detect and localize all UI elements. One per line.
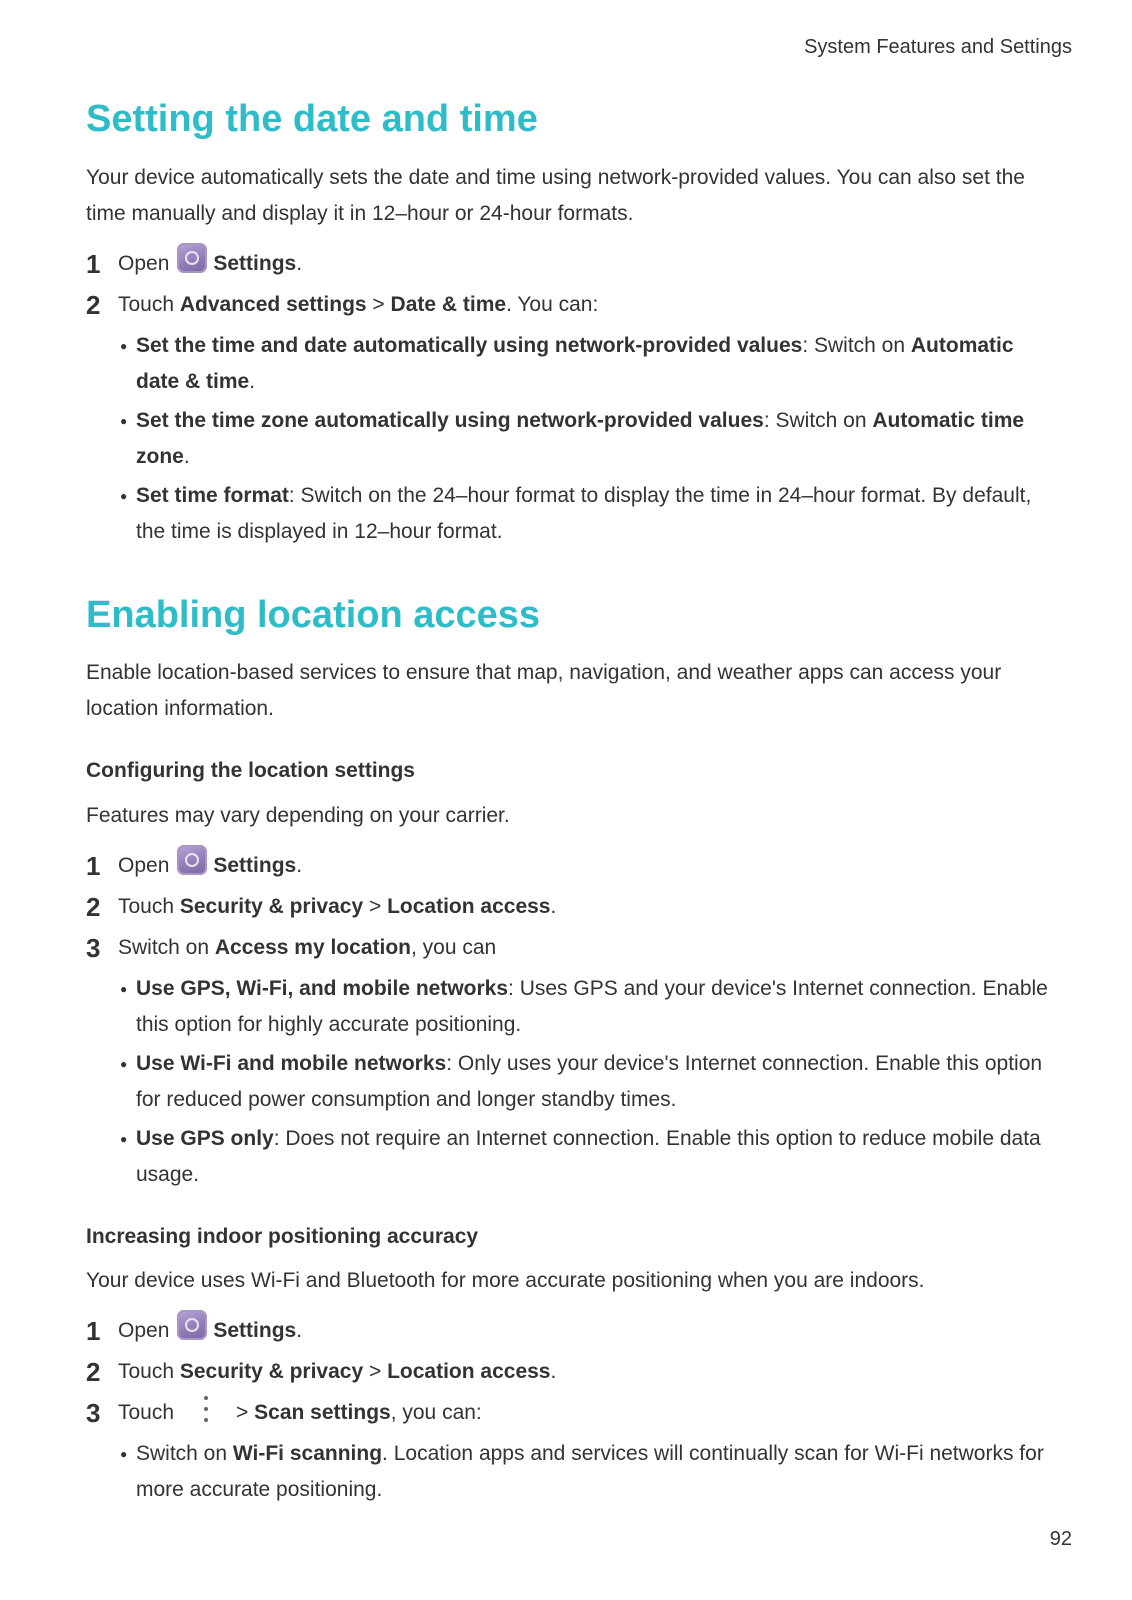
bullet-text: Switch on [136,1441,233,1465]
step-bold: Settings [213,251,297,275]
bullet-bold: Automatic time zone [136,408,1025,468]
list-item [120,403,1060,475]
step-text: . [296,853,303,877]
step-text-pre: Switch on [118,935,215,959]
step-text: . [296,251,303,275]
page-number: 92 [1049,1528,1072,1550]
step-text: Touch [118,1400,175,1424]
more-menu-icon [194,1392,218,1426]
section-title: Setting the date and time [86,98,538,140]
list-item [120,971,1060,1043]
bullet-bold: Use GPS only [136,1126,274,1150]
section-intro: Your device automatically sets the date and time using network-provided values. You can also set the time manually and display it in 12–hour or 24-hour formats. [86,165,1025,225]
section-title: Enabling location access [86,593,541,636]
step-number: 1 [86,248,101,279]
bullet-list [120,971,1060,1193]
step-number: 3 [86,1397,101,1428]
bullet-list [120,1436,1060,1508]
bullet-text: . Location apps and services will continually scan for Wi-Fi networks for more accurate positioning. [136,1441,1044,1501]
step-number: 2 [86,891,101,922]
settings-icon [177,243,207,273]
settings-icon [177,1310,207,1340]
step-text-mid: > [363,894,388,918]
step-text-pre: Touch [118,292,180,316]
bullet-text: : Switch on [802,333,911,357]
step-text: Open [118,1318,170,1342]
step-text: Open [118,251,170,275]
step-text-post: , you can: [390,1400,482,1424]
step-text: Open [118,853,170,877]
step-switch-on-location [86,930,1060,966]
step-bold: Security & privacy [179,1359,364,1383]
list-item [120,328,1060,400]
bullet-text: . [183,444,190,468]
subsection-note: Your device uses Wi-Fi and Bluetooth for more accurate positioning when you are indoors. [86,1268,925,1292]
section-intro: Enable location-based services to ensure that map, navigation, and weather apps can access your location information. [86,661,1002,721]
step-open-settings [86,1313,1060,1349]
bullet-bold: Automatic date & time [136,333,1014,393]
step-number: 2 [86,289,101,320]
step-number: 1 [86,850,101,881]
step-text-pre: Touch [118,1359,180,1383]
step-text-post: , you can [410,935,497,959]
step-text-post: . [550,894,557,918]
step-touch-date-time [86,287,1060,323]
step-number: 2 [86,1356,101,1387]
step-bold: Advanced settings [179,292,367,316]
step-touch-location-access [86,1354,1060,1390]
step-open-settings [86,848,1060,884]
page-content [86,98,1060,1516]
step-touch-location-access [86,889,1060,925]
step-bold: Security & privacy [179,894,364,918]
bullet-text: : Switch on the 24–hour format to display the time in 24–hour format. By default, the time is displayed in 12–hour format. [136,483,1032,543]
step-text [118,1354,556,1390]
running-header: System Features and Settings [804,36,1072,58]
step-bold: Location access [387,894,551,918]
bullet-bold: Use Wi-Fi and mobile networks [136,1051,447,1075]
step-number: 1 [86,1315,101,1346]
bullet-list [120,328,1060,550]
step-text [118,287,598,323]
bullet-text: : Switch on [763,408,873,432]
step-bold: Scan settings [254,1400,391,1424]
bullet-bold: Wi-Fi scanning [232,1441,383,1465]
step-bold: Access my location [214,935,411,959]
bullet-text: . [249,369,256,393]
subsection-note: Features may vary depending on your carrier. [86,803,510,827]
bullet-text: : Uses GPS and your device's Internet connection. Enable this option for highly accurate positioning. [136,976,1048,1036]
step-text-pre: Touch [118,894,180,918]
step-bold: Date & time [390,292,507,316]
list-item [120,1436,1060,1508]
step-bold: Location access [387,1359,551,1383]
step-text-post: . [550,1359,557,1383]
step-text: . [296,1318,303,1342]
step-number: 3 [86,932,101,963]
list-item [120,1121,1060,1193]
bullet-text: : Only uses your device's Internet connection. Enable this option for reduced power consumption and longer standby times. [136,1051,1043,1111]
bullet-text: : Does not require an Internet connection. Enable this option to reduce mobile data usage. [136,1126,1041,1186]
step-text [118,930,496,966]
step-text-mid: > [366,292,391,316]
bullet-bold: Use GPS, Wi-Fi, and mobile networks [136,976,509,1000]
list-item [120,478,1060,550]
step-bold: Settings [213,853,297,877]
subsection-title: Increasing indoor positioning accuracy [86,1224,479,1248]
bullet-bold: Set the time zone automatically using network-provided values [136,408,764,432]
step-open-settings [86,246,1060,282]
step-text [118,889,556,925]
step-text-mid: > [363,1359,388,1383]
list-item [120,1046,1060,1118]
settings-icon [177,845,207,875]
step-text [236,1395,482,1431]
step-text-mid: > [236,1400,255,1424]
step-text-post: . You can: [506,292,599,316]
step-touch-scan-settings [86,1395,1060,1431]
bullet-bold: Set time format [136,483,289,507]
step-bold: Settings [213,1318,297,1342]
bullet-bold: Set the time and date automatically using network-provided values [136,333,803,357]
subsection-title: Configuring the location settings [86,759,415,783]
